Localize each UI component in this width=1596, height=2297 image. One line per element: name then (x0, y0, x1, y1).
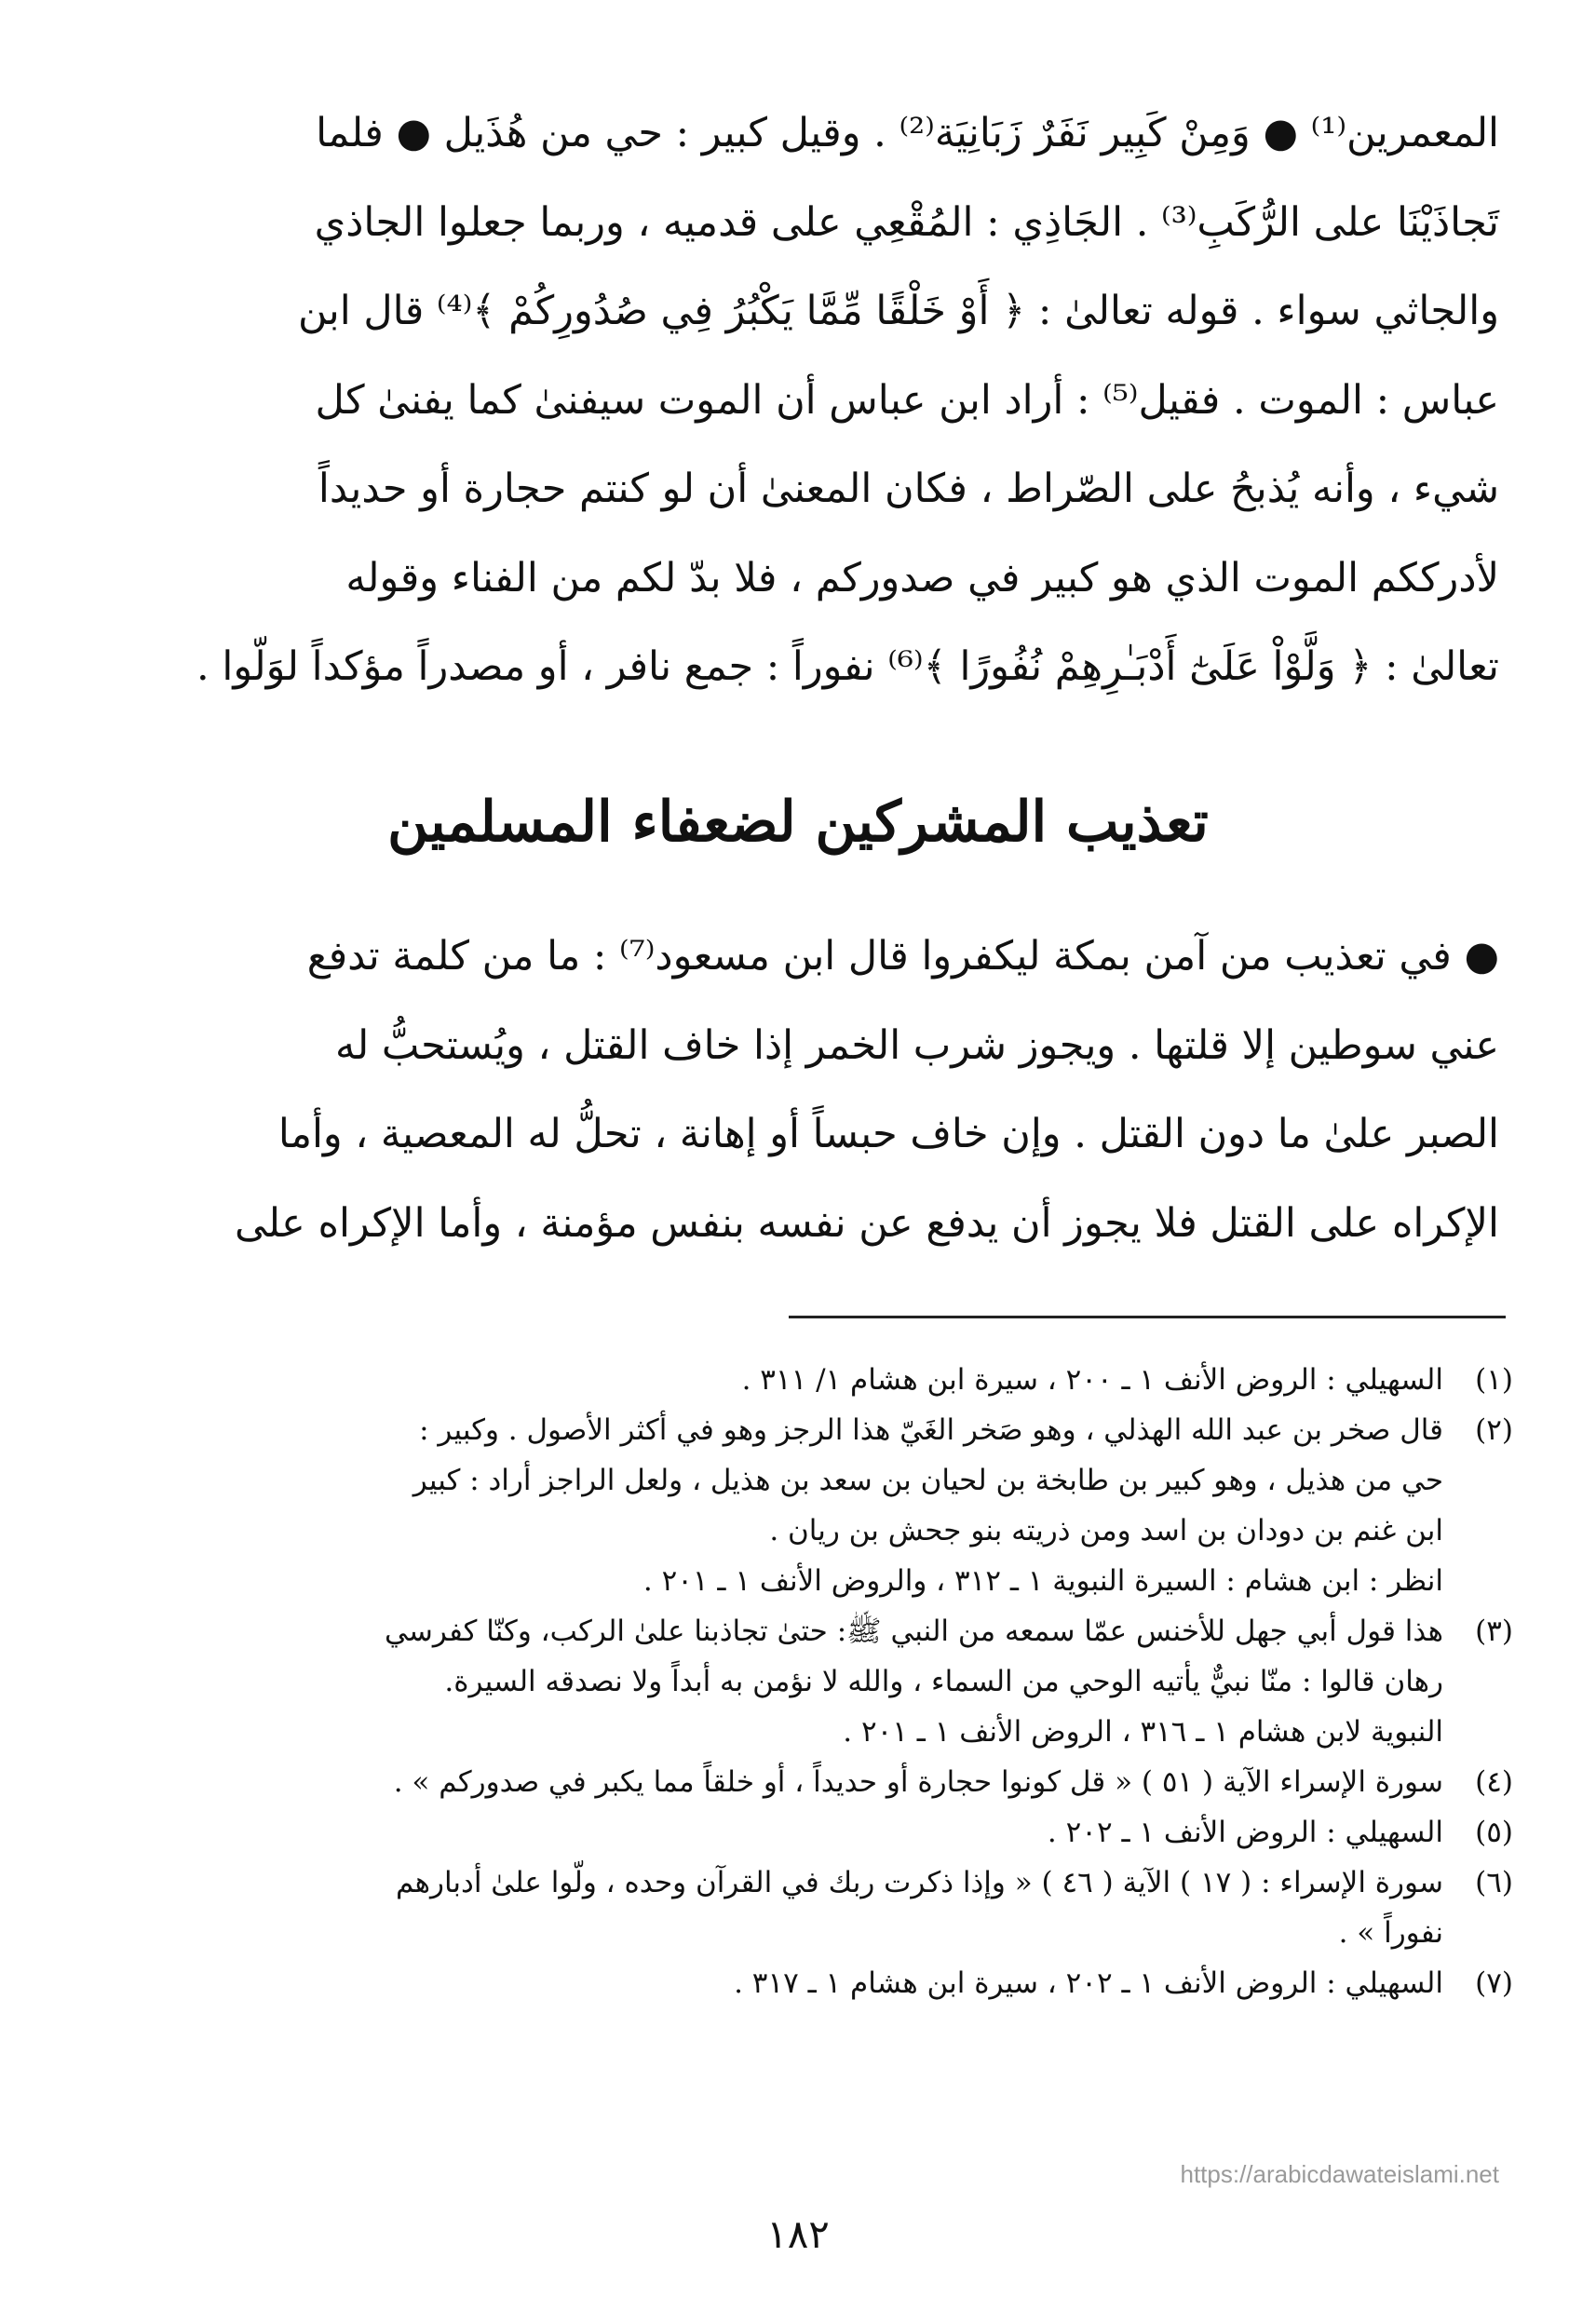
text-line: شيء ، وأنه يُذبحُ على الصّراط ، فكان المعنىٰ أن لو كنتم حجارة أو حديداً (318, 466, 1499, 512)
main-text-top (121, 89, 1499, 712)
source-url-watermark: https://arabicdawateislami.net (1180, 2160, 1499, 2188)
footnote-line: هذا قول أبي جهل للأخنس عمّا سمعه من النبي ﷺ: حتىٰ تجاذبنا علىٰ الركب، وكنّا كفرسي (385, 1615, 1443, 1648)
footnote-text (107, 1757, 1443, 1807)
footnote-divider (789, 1316, 1506, 1318)
page-number: ١٨٢ (766, 2211, 830, 2257)
footnote-line: قال صخر بن عبد الله الهذلي ، وهو صَخر الغَيّ هذا الرجز وهو في أكثر الأصول . وكبير : (419, 1413, 1443, 1447)
footnote-6 (107, 1858, 1513, 1958)
text-line: عني سوطين إلا قلتها . ويجوز شرب الخمر إذا خاف القتل ، ويُستحبُّ له (335, 1021, 1499, 1069)
text-line: الإكراه على القتل فلا يجوز أن يدفع عن نفسه بنفس مؤمنة ، وأما الإكراه على (235, 1199, 1499, 1247)
footnote-line: سورة الإسراء الآية ( ٥١ ) « قل كونوا حجارة أو حديداً ، أو خلقاً مما يكبر في صدوركم » . (393, 1765, 1443, 1799)
text-line: عباس : الموت . فقيل⁽⁵⁾ : أراد ابن عباس أن الموت سيفنىٰ كما يفنىٰ كل (315, 376, 1499, 424)
text-line: لأدرككم الموت الذي هو كبير في صدوركم ، فلا بدّ لكم من الفناء وقوله (345, 554, 1499, 601)
footnote-line: رهان قالوا : منّا نبيٌّ يأتيه الوحي من السماء ، والله لا نؤمن به أبداً ولا نصدقه السيرة. (444, 1665, 1443, 1698)
footnote-line: حي من هذيل ، وهو كبير بن طابخة بن لحيان بن سعد بن هذيل ، ولعل الراجز أراد : كبير (413, 1464, 1443, 1497)
footnote-text (107, 1858, 1443, 1958)
footnote-1 (107, 1355, 1513, 1405)
footnote-text (107, 1405, 1443, 1606)
footnote-line: نفوراً » . (1338, 1916, 1443, 1950)
footnote-text (107, 1958, 1443, 2008)
footnote-number: (٢) (1475, 1413, 1513, 1447)
footnote-text (107, 1807, 1443, 1858)
footnote-5 (107, 1807, 1513, 1858)
footnote-number: (٤) (1475, 1765, 1513, 1799)
footnote-3 (107, 1606, 1513, 1757)
footnote-number: (٣) (1475, 1615, 1513, 1648)
main-text-section (121, 912, 1499, 1268)
footnote-line: ابن غنم بن دودان بن اسد ومن ذريته بنو جحش بن ريان . (769, 1514, 1443, 1547)
footnotes (107, 1355, 1513, 2008)
footnote-number: (٥) (1475, 1816, 1513, 1849)
text-line: والجاثي سواء . قوله تعالىٰ : ﴿ أَوْ خَلْقًا مِّمَّا يَكْبُرُ فِي صُدُورِكُمْ ﴾⁽⁴⁾ قال ابن (298, 288, 1499, 334)
footnote-text (107, 1355, 1443, 1405)
footnote-line: سورة الإسراء : ( ١٧ ) الآية ( ٤٦ ) « وإذا ذكرت ربك في القرآن وحده ، ولّوا علىٰ أدبارهم (396, 1866, 1443, 1899)
text-line: الصبر علىٰ ما دون القتل . وإن خاف حبساً أو إهانة ، تحلُّ له المعصية ، وأما (277, 1111, 1499, 1157)
footnote-number: (٧) (1475, 1966, 1513, 2000)
text-line: المعمرين⁽¹⁾ ● وَمِنْ كَبِير نَفَرٌ زَبَانِيَة⁽²⁾ . وقيل كبير : حي من هُذَيل ● فلما (316, 110, 1499, 156)
text-line: تَجاذَيْنَا على الرُّكَبِ⁽³⁾ . الجَاذِي : المُقْعِي على قدميه ، وربما جعلوا الجاذي (314, 198, 1499, 246)
footnote-number: (١) (1475, 1363, 1513, 1397)
footnote-text (107, 1606, 1443, 1757)
footnote-line: النبوية لابن هشام ١ ـ ٣١٦ ، الروض الأنف ١ ـ ٢٠١ . (843, 1715, 1443, 1749)
footnote-2 (107, 1405, 1513, 1606)
footnote-4 (107, 1757, 1513, 1807)
footnote-line: السهيلي : الروض الأنف ١ ـ ٢٠٢ ، سيرة ابن هشام ١ ـ ٣١٧ . (734, 1966, 1443, 2000)
footnote-7 (107, 1958, 1513, 2008)
footnote-line: السهيلي : الروض الأنف ١ ـ ٢٠٢ . (1047, 1816, 1443, 1849)
footnote-line: انظر : ابن هشام : السيرة النبوية ١ ـ ٣١٢ ، والروض الأنف ١ ـ ٢٠١ . (642, 1564, 1443, 1598)
footnote-number: (٦) (1475, 1866, 1513, 1899)
text-line: ● في تعذيب من آمن بمكة ليكفروا قال ابن مسعود⁽⁷⁾ : ما من كلمة تدفع (306, 933, 1499, 980)
section-title: تعذيب المشركين لضعفاء المسلمين (387, 790, 1209, 855)
text-line: تعالىٰ : ﴿ وَلَّوْاْ عَلَىٰٓ أَدْبَـٰرِهِمْ نُفُورًا ﴾⁽⁶⁾ نفوراً : جمع نافر ، أو مصدراً مؤكداً لوَلّوا . (196, 643, 1499, 690)
footnote-line: السهيلي : الروض الأنف ١ ـ ٢٠٠ ، سيرة ابن هشام ١/ ٣١١ . (741, 1363, 1443, 1397)
